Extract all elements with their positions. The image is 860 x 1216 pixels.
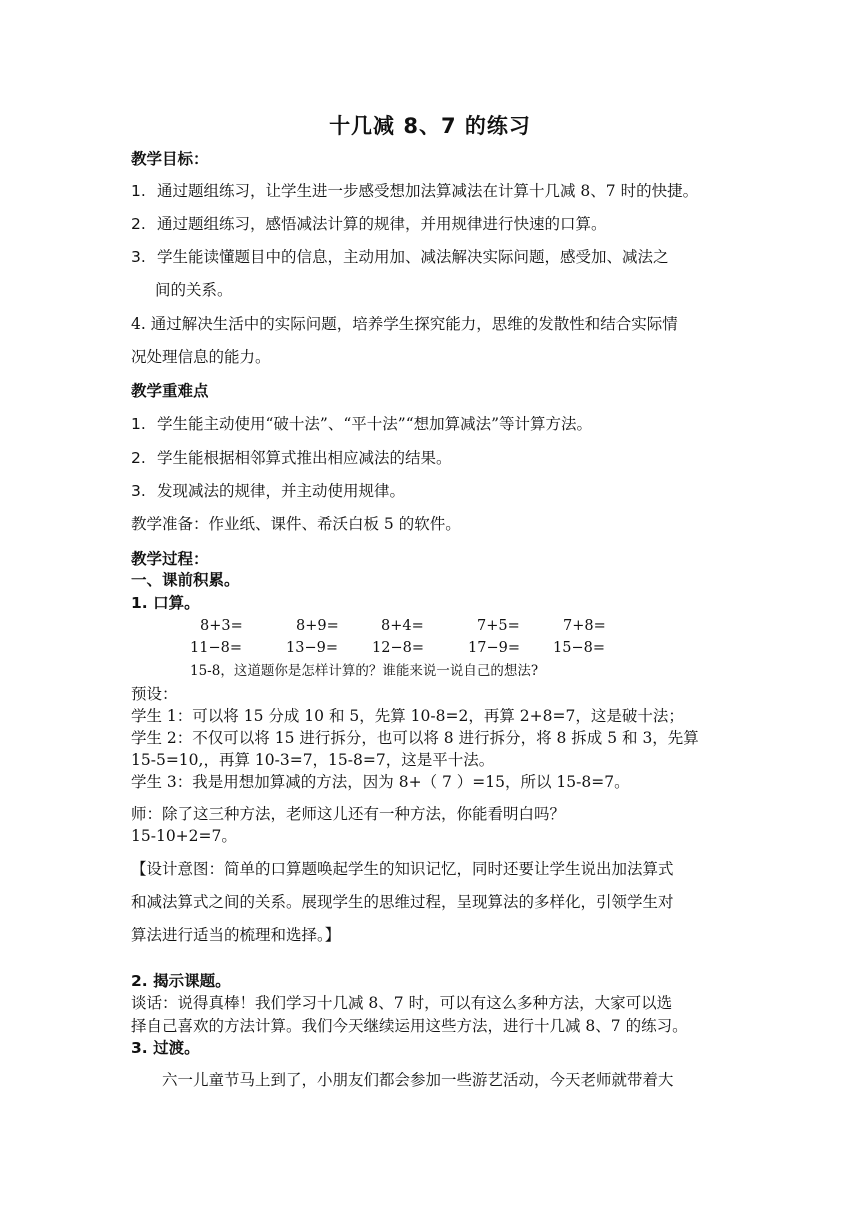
goal-item-3-continued: 间的关系。 bbox=[155, 281, 233, 299]
goals-heading: 教学目标： bbox=[131, 150, 209, 168]
student-2-answer: 学生 2：不仅可以将 15 进行拆分，也可以将 8 进行拆分，将 8 拆成 5 和 3，先算 bbox=[131, 729, 699, 747]
goal-item-3 bbox=[131, 248, 669, 267]
teacher-remark: 师：除了这三种方法，老师这儿还有一种方法，你能看明白吗？ bbox=[131, 805, 566, 823]
goal-item-4-continued: 况处理信息的能力。 bbox=[131, 348, 271, 366]
goal-number: 3. bbox=[131, 248, 146, 266]
key-item-1 bbox=[131, 415, 592, 434]
key-text: 学生能根据相邻算式推出相应减法的结果。 bbox=[157, 449, 452, 467]
calc-item: 13−9= bbox=[286, 640, 338, 656]
subsection-2-heading: 2. 揭示课题。 bbox=[131, 972, 231, 990]
student-2-answer-continued: 15-5=10,，再算 10-3=7，15-8=7，这是平十法。 bbox=[131, 751, 495, 769]
design-intent-line-3: 算法进行适当的梳理和选择。】 bbox=[131, 926, 341, 944]
section-1-heading: 一、课前积累。 bbox=[131, 571, 240, 589]
key-item-2 bbox=[131, 449, 452, 468]
calc-item: 12−8= bbox=[372, 640, 424, 656]
design-intent-line-2: 和减法算式之间的关系。展现学生的思维过程，呈现算法的多样化，引领学生对 bbox=[131, 893, 674, 911]
question-text: 15-8，这道题你是怎样计算的？谁能来说一说自己的想法? bbox=[190, 663, 539, 679]
talk-line-1: 谈话：说得真棒！我们学习十几减 8、7 时，可以有这么多种方法，大家可以选 bbox=[131, 994, 673, 1012]
key-item-3 bbox=[131, 482, 405, 501]
key-number: 1. bbox=[131, 415, 146, 433]
goal-number: 2. bbox=[131, 215, 146, 233]
calc-item: 11−8= bbox=[190, 640, 242, 656]
calc-item: 7+5= bbox=[477, 618, 520, 634]
subsection-1-heading: 1. 口算。 bbox=[131, 594, 200, 612]
document-title: 十几减 8、7 的练习 bbox=[329, 114, 531, 138]
process-heading: 教学过程： bbox=[131, 550, 209, 568]
key-text: 学生能主动使用“破十法”、“平十法”“想加算减法”等计算方法。 bbox=[157, 415, 593, 433]
goal-text: 学生能读懂题目中的信息，主动用加、减法解决实际问题，感受加、减法之 bbox=[157, 248, 669, 266]
calc-item: 17−9= bbox=[468, 640, 520, 656]
transition-text: 六一儿童节马上到了，小朋友们都会参加一些游艺活动，今天老师就带着大 bbox=[162, 1071, 674, 1089]
teaching-preparation: 教学准备：作业纸、课件、希沃白板 5 的软件。 bbox=[131, 515, 461, 533]
formula-text: 15-10+2=7。 bbox=[131, 827, 237, 845]
goal-item-1 bbox=[131, 182, 698, 201]
key-text: 发现减法的规律，并主动使用规律。 bbox=[157, 482, 406, 500]
key-number: 2. bbox=[131, 449, 146, 467]
student-3-answer: 学生 3：我是用想加算减的方法，因为 8+（ 7 ）=15，所以 15-8=7。 bbox=[131, 773, 630, 791]
talk-line-2: 择自己喜欢的方法计算。我们今天继续运用这些方法，进行十几减 8、7 的练习。 bbox=[131, 1017, 688, 1035]
goal-text: 通过题组练习，让学生进一步感受想加法算减法在计算十几减 8、7 时的快捷。 bbox=[157, 182, 699, 200]
calc-item: 8+3= bbox=[200, 618, 243, 634]
key-points-heading: 教学重难点 bbox=[131, 382, 209, 400]
goal-text: 通过题组练习，感悟减法计算的规律，并用规律进行快速的口算。 bbox=[157, 215, 607, 233]
calc-item: 8+9= bbox=[296, 618, 339, 634]
goal-number: 1. bbox=[131, 182, 146, 200]
calc-item: 15−8= bbox=[553, 640, 605, 656]
subsection-3-heading: 3. 过渡。 bbox=[131, 1039, 200, 1057]
goal-item-4: 4. 通过解决生活中的实际问题，培养学生探究能力，思维的发散性和结合实际情 bbox=[131, 315, 678, 333]
calc-item: 8+4= bbox=[381, 618, 424, 634]
calc-item: 7+8= bbox=[563, 618, 606, 634]
student-1-answer: 学生 1：可以将 15 分成 10 和 5，先算 10-8=2，再算 2+8=7，这是破十法； bbox=[131, 707, 684, 725]
key-number: 3. bbox=[131, 482, 146, 500]
design-intent-line-1: 【设计意图：简单的口算题唤起学生的知识记忆，同时还要让学生说出加法算式 bbox=[131, 860, 674, 878]
preset-label: 预设： bbox=[131, 685, 178, 703]
goal-item-2 bbox=[131, 215, 607, 234]
